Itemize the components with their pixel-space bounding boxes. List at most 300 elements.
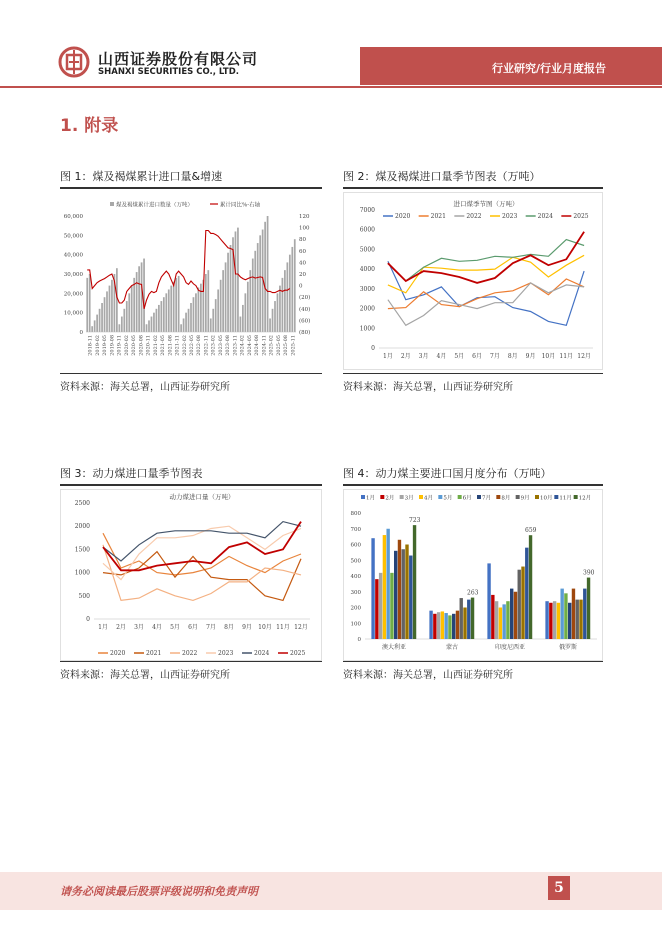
figure-2-top-rule [343,187,603,189]
y-tick-label: 20,000 [63,291,83,298]
header-rule [0,86,662,88]
bar-imports [94,320,96,332]
bar-蒙古-3月 [437,612,440,639]
y2-tick-label: 40 [299,260,306,267]
legend-swatch-2 [400,495,404,499]
data-label: 723 [409,517,421,525]
y2-tick-label: (40) [299,306,311,313]
legend-label-2023: 2023 [218,650,234,657]
y-tick-label: 700 [350,526,361,533]
y-tick-label: 4000 [359,266,375,274]
x-tick-label: 蒙古 [445,644,459,651]
x-tick-label: 2019-08 [109,335,116,356]
series-line-2020 [388,261,584,325]
bar-imports [133,278,135,332]
x-tick-label: 2022-02 [181,335,188,356]
figure-1-top-rule [60,187,322,189]
bar-imports [156,309,158,332]
x-tick-label: 6月 [472,353,482,360]
legend-label-2020: 2020 [110,650,126,657]
bar-俄罗斯-2月 [549,603,552,639]
x-tick-label: 2022-05 [189,335,195,356]
bar-俄罗斯-12月 [587,578,590,639]
bar-澳大利亚-5月 [386,529,389,639]
figure-1-title: 图 1：煤及褐煤累计进口量&增速 [60,170,223,183]
company-logo-icon [58,46,90,78]
bar-imports [111,280,113,332]
chart1-svg [60,192,322,370]
series-line-2021 [103,552,301,601]
bar-蒙古-9月 [460,598,463,639]
bar-imports [193,297,195,332]
bar-imports [89,274,91,332]
bar-imports [279,286,281,332]
bar-imports [138,266,140,332]
y-tick-label: 30,000 [63,272,83,278]
bar-印度尼西亚-3月 [495,601,498,639]
legend-label-1: 2月 [385,495,395,502]
figure-2-chart [343,192,603,370]
legend-label-6: 7月 [482,495,491,502]
y-tick-label: 2000 [74,523,90,531]
x-tick-label: 2020-02 [123,335,130,356]
y-tick-label: 40,000 [63,252,83,259]
bar-澳大利亚-4月 [383,535,386,639]
x-tick-label: 4月 [152,624,162,631]
bar-蒙古-6月 [448,615,451,639]
bar-imports [207,270,209,332]
x-tick-label: 印度尼西亚 [494,644,526,651]
bar-蒙古-5月 [444,613,447,639]
series-line-2025 [388,232,584,283]
legend-swatch-6 [477,495,481,499]
x-tick-label: 澳大利亚 [381,644,407,651]
x-tick-label: 8月 [507,353,518,360]
legend-label-4: 5月 [443,495,453,502]
y2-tick-label: 120 [299,214,310,220]
bar-印度尼西亚-10月 [521,567,524,639]
x-tick-label: 2021-02 [152,335,159,356]
figure-3-source: 资料来源：海关总署，山西证券研究所 [60,670,230,681]
bar-澳大利亚-11月 [409,556,412,639]
legend-label-imports: 煤及褐煤累计进口数量（万吨） [116,202,194,209]
bar-印度尼西亚-2月 [491,595,494,639]
x-tick-label: 2024-02 [239,335,246,356]
bar-imports [143,259,145,332]
y2-tick-label: (60) [299,318,311,325]
x-tick-label: 2018-11 [87,335,94,356]
x-tick-label: 3月 [134,624,144,631]
bar-澳大利亚-1月 [371,538,374,639]
x-tick-label: 2024-05 [246,335,253,356]
figure-3-title: 图 3：动力煤进口量季节图表 [60,467,203,480]
bar-imports [259,235,261,332]
section-title: 1. 附录 [60,116,119,136]
y2-tick-label: (80) [299,330,311,336]
series-line-2024 [103,522,301,561]
bar-imports [109,286,111,332]
x-tick-label: 6月 [188,624,198,631]
bar-俄罗斯-3月 [553,601,556,639]
y-tick-label: 0 [79,330,83,336]
bar-印度尼西亚-6月 [506,601,509,639]
bar-imports [254,251,256,332]
bar-俄罗斯-5月 [560,589,563,639]
y-tick-label: 2000 [359,305,375,313]
bar-imports [158,305,160,332]
x-tick-label: 2024-08 [254,335,261,356]
figure-3-chart [60,489,322,661]
x-tick-label: 5月 [454,353,465,360]
bar-俄罗斯-11月 [583,589,586,639]
x-tick-label: 10月 [258,624,272,631]
bar-imports [141,262,143,332]
legend-swatch-8 [516,495,520,499]
bar-imports [205,274,207,332]
bar-imports [282,278,284,332]
y-tick-label: 400 [350,574,361,580]
figure-2-title: 图 2：煤及褐煤进口量季节图表（万吨） [343,170,541,183]
bar-imports [173,282,175,332]
figure-1-chart [60,192,322,370]
bar-俄罗斯-1月 [545,601,548,639]
x-tick-label: 2020-11 [145,335,152,356]
bar-imports [247,282,249,332]
bar-imports [264,222,266,332]
legend-label-2021: 2021 [430,213,446,220]
figure-1-bottom-rule [60,373,322,374]
bar-imports [190,303,192,332]
bar-imports [267,216,269,332]
x-tick-label: 7月 [490,353,500,360]
company-name-cn: 山西证券股份有限公司 [98,50,259,68]
bar-俄罗斯-6月 [564,593,567,639]
x-tick-label: 11月 [276,624,290,631]
bar-imports [227,253,229,332]
bar-澳大利亚-7月 [394,551,397,639]
legend-label-2025: 2025 [573,213,589,220]
y-tick-label: 7000 [359,207,375,214]
figure-4-bottom-rule [343,661,603,662]
bar-imports [180,324,182,332]
bar-imports [289,255,291,332]
bar-澳大利亚-3月 [379,573,382,639]
chart2-svg [343,192,603,370]
data-label: 659 [525,527,537,535]
legend-label-2021: 2021 [146,650,162,657]
bar-印度尼西亚-4月 [499,608,502,640]
company-name-en: SHANXI SECURITIES CO., LTD. [98,67,240,77]
bar-俄罗斯-4月 [557,603,560,639]
bar-imports [183,318,185,332]
x-tick-label: 2021-11 [174,335,181,356]
legend-label-5: 6月 [462,495,472,502]
bar-imports [188,309,190,332]
bar-imports [252,259,254,332]
bar-imports [178,276,180,332]
bar-imports [146,324,148,332]
bar-澳大利亚-12月 [413,525,416,639]
legend-label-2020: 2020 [395,213,411,220]
legend-label-2: 3月 [404,495,414,502]
bar-imports [123,309,125,332]
legend-label-2024: 2024 [254,650,270,657]
bar-印度尼西亚-12月 [529,535,532,639]
bar-imports [217,289,219,332]
bar-imports [99,309,101,332]
bar-imports [274,301,276,332]
bar-印度尼西亚-9月 [518,570,521,639]
legend-label-2022: 2022 [466,213,482,220]
bar-imports [175,278,177,332]
x-tick-label: 2022-11 [203,335,210,356]
legend-swatch-3 [419,495,423,499]
y-tick-label: 50,000 [63,233,83,240]
bar-imports [257,243,259,332]
x-tick-label: 5月 [170,624,180,631]
x-tick-label: 2024-11 [261,335,268,356]
x-tick-label: 9月 [525,353,536,360]
bar-imports [86,278,88,332]
bar-imports [160,301,162,332]
x-tick-label: 2月 [400,353,411,360]
bar-imports [294,239,296,332]
bar-蒙古-8月 [456,611,459,639]
bar-蒙古-2月 [433,614,436,639]
bar-imports [212,309,214,332]
legend-label-2024: 2024 [537,213,553,220]
x-tick-label: 2025-08 [283,335,290,356]
bar-imports [185,313,187,332]
legend-swatch-10 [554,495,558,499]
bar-imports [151,317,153,332]
x-tick-label: 11月 [559,353,574,360]
y-tick-label: 1500 [74,546,90,554]
x-tick-label: 2月 [116,624,126,631]
figure-1-source: 资料来源：海关总署，山西证券研究所 [60,382,230,393]
disclaimer-link[interactable]: 请务必阅读最后股票评级说明和免责声明 [60,885,258,898]
legend-swatch-1 [380,495,384,499]
x-tick-label: 2023-05 [217,335,224,356]
figure-4-top-rule [343,484,603,486]
bar-imports [220,280,222,332]
figure-3-top-rule [60,484,322,486]
bar-imports [210,318,212,332]
x-tick-label: 2023-02 [210,335,217,356]
y-tick-label: 10,000 [63,310,83,317]
y2-tick-label: 60 [299,248,306,255]
bar-俄罗斯-9月 [576,600,579,639]
bar-imports [170,286,172,332]
bar-imports [249,270,251,332]
x-tick-label: 7月 [206,624,216,631]
series-line-2021 [388,279,584,309]
bar-imports [242,305,244,332]
bar-imports [222,270,224,332]
x-tick-label: 1月 [98,624,108,631]
bar-imports [230,245,232,332]
bar-imports [291,247,293,332]
y-tick-label: 200 [350,605,361,612]
y-tick-label: 5000 [359,246,375,254]
bar-澳大利亚-8月 [398,540,401,639]
y-tick-label: 0 [371,345,375,352]
figure-2-source: 资料来源：海关总署，山西证券研究所 [343,382,513,393]
legend-swatch-9 [535,495,539,499]
x-tick-label: 1月 [383,353,393,360]
y-tick-label: 2500 [74,500,90,507]
x-tick-label: 2020-08 [138,335,145,356]
bar-俄罗斯-10月 [579,600,582,639]
bar-俄罗斯-7月 [568,603,571,639]
bar-澳大利亚-6月 [390,573,393,639]
legend-label-8: 9月 [520,495,530,502]
bar-imports [148,320,150,332]
report-type: 行业研究/行业月度报告 [491,62,606,75]
bar-imports [215,299,217,332]
legend-label-10: 11月 [559,495,572,502]
legend-swatch-7 [496,495,500,499]
y2-tick-label: 0 [299,283,303,290]
legend-label-9: 10月 [540,495,553,502]
bar-印度尼西亚-5月 [502,604,505,639]
page-header [0,0,662,88]
bar-imports [153,313,155,332]
bar-澳大利亚-2月 [375,579,378,639]
x-tick-label: 2021-05 [160,335,167,356]
y-tick-label: 3000 [359,285,375,293]
x-tick-label: 2020-05 [131,335,138,356]
bar-imports [116,268,118,332]
bar-imports [106,291,108,332]
figure-2-bottom-rule [343,373,603,374]
bar-蒙古-1月 [429,611,432,639]
x-tick-label: 9月 [242,624,252,631]
bar-蒙古-10月 [463,608,466,640]
y-tick-label: 600 [350,542,361,549]
bar-imports [269,318,271,332]
bar-imports [244,293,246,332]
y-tick-label: 0 [357,637,361,643]
bar-印度尼西亚-1月 [487,563,490,639]
chart-title: 动力煤进口量（万吨） [169,493,235,501]
data-label: 390 [583,569,595,577]
x-tick-label: 2019-02 [94,335,101,356]
y-tick-label: 100 [350,621,361,628]
figure-4-chart [343,489,603,661]
legend-label-2023: 2023 [502,213,518,220]
legend-label-11: 12月 [578,495,592,502]
y-tick-label: 0 [86,616,90,623]
y-tick-label: 500 [78,592,90,600]
bar-imports [272,309,274,332]
bar-imports [136,272,138,332]
x-tick-label: 12月 [577,353,591,360]
y-tick-label: 6000 [359,226,375,234]
bar-imports [237,228,239,332]
bar-imports [165,293,167,332]
bar-imports [235,231,237,332]
x-tick-label: 2025-05 [275,335,282,356]
x-tick-label: 3月 [418,353,429,360]
bar-imports [104,297,106,332]
legend-swatch-imports [110,202,114,206]
bar-imports [128,293,130,332]
x-tick-label: 2019-05 [102,335,109,356]
legend-swatch-0 [361,495,365,499]
bar-蒙古-12月 [471,598,474,639]
bar-蒙古-7月 [452,614,455,639]
bar-imports [126,301,128,332]
x-tick-label: 2023-08 [225,335,232,356]
bar-澳大利亚-10月 [405,545,408,640]
bar-印度尼西亚-11月 [525,548,528,639]
bar-imports [118,324,120,332]
page-number: 5 [548,876,570,900]
x-tick-label: 2019-11 [116,335,123,356]
bar-澳大利亚-9月 [402,549,405,639]
bar-印度尼西亚-8月 [514,592,517,639]
x-tick-label: 8月 [224,624,234,631]
x-tick-label: 2021-08 [167,335,174,356]
chart4-svg [343,489,603,661]
x-tick-label: 10月 [541,353,556,360]
chart3-svg [60,489,322,661]
figure-4-title: 图 4：动力煤主要进口国月度分布（万吨） [343,467,552,480]
y2-tick-label: 20 [299,272,306,278]
bar-imports [91,326,93,332]
legend-label-3: 4月 [424,495,433,502]
y-tick-label: 300 [350,589,361,596]
legend-label-2022: 2022 [182,650,198,657]
legend-label-7: 8月 [501,495,511,502]
bar-imports [198,288,200,332]
x-tick-label: 2022-08 [196,335,203,356]
y2-tick-label: 100 [299,225,310,232]
x-tick-label: 2023-11 [232,335,239,356]
bar-俄罗斯-8月 [572,589,575,639]
bar-imports [195,293,197,332]
y-tick-label: 60,000 [63,214,83,220]
bar-imports [277,293,279,332]
bar-imports [163,297,165,332]
bar-imports [240,317,242,332]
y-tick-label: 1000 [74,569,90,577]
data-label: 263 [467,589,479,597]
chart-title: 进口煤季节图（万吨） [453,200,519,208]
bar-印度尼西亚-7月 [510,589,513,639]
x-tick-label: 4月 [436,353,447,360]
bar-蒙古-11月 [467,600,470,639]
figure-3-bottom-rule [60,661,322,662]
legend-label-0: 1月 [366,495,375,502]
y-tick-label: 1000 [359,325,375,333]
chart-frame [61,490,322,661]
y-tick-label: 500 [350,558,361,565]
bar-imports [168,289,170,332]
bar-imports [101,303,103,332]
y2-tick-label: 80 [299,237,306,244]
figure-4-source: 资料来源：海关总署，山西证券研究所 [343,670,513,681]
bar-imports [225,262,227,332]
legend-swatch-11 [574,495,578,499]
bar-imports [131,286,133,332]
x-tick-label: 12月 [294,624,308,631]
bar-imports [286,262,288,332]
bar-imports [96,315,98,332]
y-tick-label: 800 [350,511,361,517]
bar-imports [121,317,123,332]
